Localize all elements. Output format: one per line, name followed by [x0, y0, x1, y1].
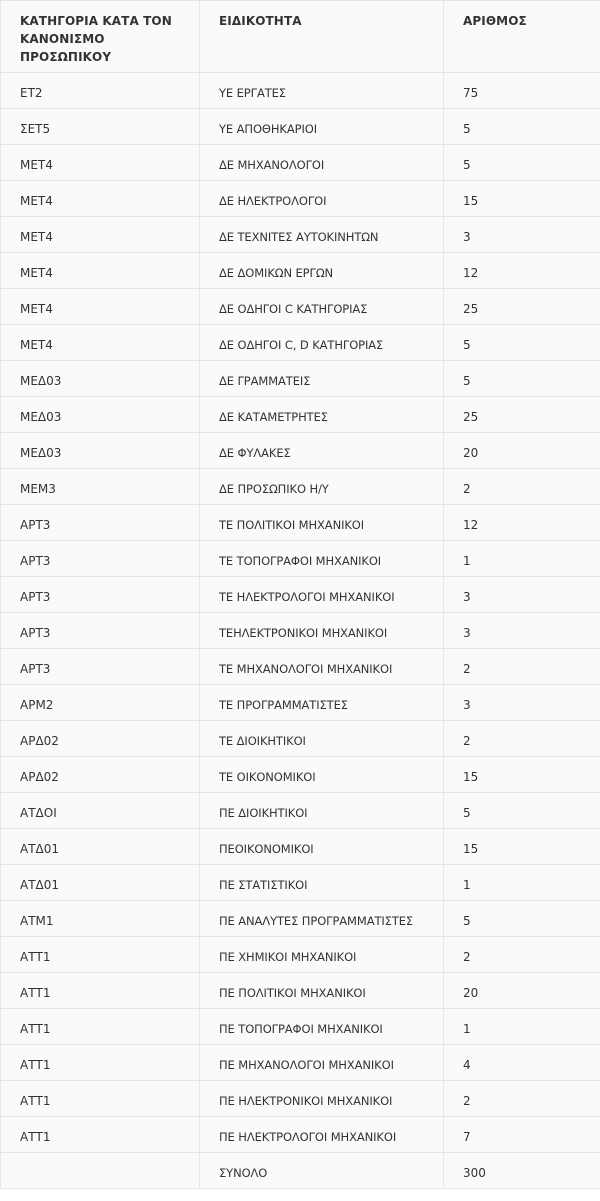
category-cell: ΑΤΤ1	[1, 1081, 200, 1117]
table-row	[1, 253, 600, 289]
category-cell: ΜΕΤ4	[1, 289, 200, 325]
specialty-cell: ΤΕ ΔΙΟΙΚΗΤΙΚΟΙ	[200, 721, 444, 757]
category-cell: ΑΡΤ3	[1, 577, 200, 613]
specialty-cell: ΤΕ ΠΡΟΓΡΑΜΜΑΤΙΣΤΕΣ	[200, 685, 444, 721]
table-row	[1, 469, 600, 505]
count-cell: 12	[444, 253, 600, 289]
table-row	[1, 577, 600, 613]
table-row	[1, 973, 600, 1009]
count-cell: 75	[444, 73, 600, 109]
count-cell: 15	[444, 829, 600, 865]
category-cell: ΜΕΔ03	[1, 433, 200, 469]
table-row	[1, 649, 600, 685]
table-row	[1, 217, 600, 253]
table-row	[1, 289, 600, 325]
count-cell: 2	[444, 1081, 600, 1117]
table-row	[1, 937, 600, 973]
specialty-cell: ΔΕ ΟΔΗΓΟΙ C ΚΑΤΗΓΟΡΙΑΣ	[200, 289, 444, 325]
specialty-cell: ΥΕ ΕΡΓΑΤΕΣ	[200, 73, 444, 109]
count-cell: 3	[444, 577, 600, 613]
category-cell	[1, 1153, 200, 1189]
count-cell: 5	[444, 109, 600, 145]
total-label-cell: ΣΥΝΟΛΟ	[200, 1153, 444, 1189]
specialty-cell: ΠΕ ΔΙΟΙΚΗΤΙΚΟΙ	[200, 793, 444, 829]
table-body	[1, 73, 600, 1189]
table-row	[1, 73, 600, 109]
table-row	[1, 109, 600, 145]
header-count: ΑΡΙΘΜΟΣ	[444, 1, 600, 73]
specialty-cell: ΠΕ ΧΗΜΙΚΟΙ ΜΗΧΑΝΙΚΟΙ	[200, 937, 444, 973]
count-cell: 5	[444, 361, 600, 397]
count-cell: 5	[444, 145, 600, 181]
table-row	[1, 541, 600, 577]
header-category: ΚΑΤΗΓΟΡΙΑ ΚΑΤΑ ΤΟΝ ΚΑΝΟΝΙΣΜΟ ΠΡΟΣΩΠΙΚΟΥ	[1, 1, 200, 73]
category-cell: ΑΤΤ1	[1, 937, 200, 973]
table-row	[1, 325, 600, 361]
category-cell: ΜΕΔ03	[1, 361, 200, 397]
specialty-cell: ΠΕ ΤΟΠΟΓΡΑΦΟΙ ΜΗΧΑΝΙΚΟΙ	[200, 1009, 444, 1045]
specialty-cell: ΔΕ ΜΗΧΑΝΟΛΟΓΟΙ	[200, 145, 444, 181]
count-cell: 5	[444, 793, 600, 829]
table-row	[1, 145, 600, 181]
specialty-cell: ΠΕ ΑΝΑΛΥΤΕΣ ΠΡΟΓΡΑΜΜΑΤΙΣΤΕΣ	[200, 901, 444, 937]
table-row	[1, 829, 600, 865]
count-cell: 15	[444, 757, 600, 793]
count-cell: 20	[444, 973, 600, 1009]
specialty-cell: ΤΕ ΟΙΚΟΝΟΜΙΚΟΙ	[200, 757, 444, 793]
table-row	[1, 757, 600, 793]
specialty-cell: ΠΕ ΣΤΑΤΙΣΤΙΚΟΙ	[200, 865, 444, 901]
category-cell: ΑΤΤ1	[1, 1045, 200, 1081]
table-row	[1, 433, 600, 469]
table-row	[1, 505, 600, 541]
count-cell: 15	[444, 181, 600, 217]
specialty-cell: ΔΕ ΚΑΤΑΜΕΤΡΗΤΕΣ	[200, 397, 444, 433]
count-cell: 3	[444, 613, 600, 649]
count-cell: 1	[444, 541, 600, 577]
category-cell: ΜΕΤ4	[1, 253, 200, 289]
count-cell: 7	[444, 1117, 600, 1153]
specialty-cell: ΥΕ ΑΠΟΘΗΚΑΡΙΟΙ	[200, 109, 444, 145]
table-header	[1, 1, 600, 73]
specialty-cell: ΔΕ ΠΡΟΣΩΠΙΚΟ Η/Υ	[200, 469, 444, 505]
table-row	[1, 721, 600, 757]
category-cell: ΑΡΔ02	[1, 757, 200, 793]
category-cell: ΕΤ2	[1, 73, 200, 109]
count-cell: 4	[444, 1045, 600, 1081]
table-row	[1, 1009, 600, 1045]
category-cell: ΑΡΤ3	[1, 505, 200, 541]
specialty-cell: ΔΕ ΗΛΕΚΤΡΟΛΟΓΟΙ	[200, 181, 444, 217]
specialty-cell: ΔΕ ΟΔΗΓΟΙ C, D ΚΑΤΗΓΟΡΙΑΣ	[200, 325, 444, 361]
category-cell: ΑΤΔΟΙ	[1, 793, 200, 829]
count-cell: 5	[444, 901, 600, 937]
count-cell: 2	[444, 937, 600, 973]
category-cell: ΜΕΤ4	[1, 325, 200, 361]
table-row	[1, 793, 600, 829]
specialty-cell: ΤΕ ΤΟΠΟΓΡΑΦΟΙ ΜΗΧΑΝΙΚΟΙ	[200, 541, 444, 577]
table-row	[1, 1045, 600, 1081]
category-cell: ΜΕΤ4	[1, 181, 200, 217]
specialty-cell: ΤΕ ΠΟΛΙΤΙΚΟΙ ΜΗΧΑΝΙΚΟΙ	[200, 505, 444, 541]
category-cell: ΑΤΤ1	[1, 973, 200, 1009]
category-cell: ΜΕΤ4	[1, 145, 200, 181]
count-cell: 25	[444, 289, 600, 325]
category-cell: ΣΕΤ5	[1, 109, 200, 145]
category-cell: ΑΤΤ1	[1, 1117, 200, 1153]
count-cell: 1	[444, 865, 600, 901]
category-cell: ΑΤΤ1	[1, 1009, 200, 1045]
specialty-cell: ΠΕΟΙΚΟΝΟΜΙΚΟΙ	[200, 829, 444, 865]
category-cell: ΑΤΜ1	[1, 901, 200, 937]
count-cell: 5	[444, 325, 600, 361]
table-row	[1, 901, 600, 937]
specialty-cell: ΔΕ ΤΕΧΝΙΤΕΣ ΑΥΤΟΚΙΝΗΤΩΝ	[200, 217, 444, 253]
table-row	[1, 1117, 600, 1153]
category-cell: ΜΕΤ4	[1, 217, 200, 253]
table-row	[1, 1081, 600, 1117]
count-cell: 20	[444, 433, 600, 469]
category-cell: ΑΤΔ01	[1, 865, 200, 901]
count-cell: 25	[444, 397, 600, 433]
specialty-cell: ΔΕ ΔΟΜΙΚΩΝ ΕΡΓΩΝ	[200, 253, 444, 289]
specialty-cell: ΤΕΗΛΕΚΤΡΟΝΙΚΟΙ ΜΗΧΑΝΙΚΟΙ	[200, 613, 444, 649]
table-row	[1, 685, 600, 721]
table-row	[1, 613, 600, 649]
total-count-cell: 300	[444, 1153, 600, 1189]
category-cell: ΑΡΜ2	[1, 685, 200, 721]
count-cell: 2	[444, 469, 600, 505]
specialty-cell: ΤΕ ΗΛΕΚΤΡΟΛΟΓΟΙ ΜΗΧΑΝΙΚΟΙ	[200, 577, 444, 613]
header-specialty: ΕΙΔΙΚΟΤΗΤΑ	[200, 1, 444, 73]
category-cell: ΑΤΔ01	[1, 829, 200, 865]
specialty-cell: ΔΕ ΓΡΑΜΜΑΤΕΙΣ	[200, 361, 444, 397]
category-cell: ΑΡΔ02	[1, 721, 200, 757]
specialty-cell: ΠΕ ΗΛΕΚΤΡΟΝΙΚΟΙ ΜΗΧΑΝΙΚΟΙ	[200, 1081, 444, 1117]
count-cell: 3	[444, 685, 600, 721]
category-cell: ΑΡΤ3	[1, 541, 200, 577]
count-cell: 12	[444, 505, 600, 541]
table-row	[1, 397, 600, 433]
table-row	[1, 361, 600, 397]
category-cell: ΜΕΔ03	[1, 397, 200, 433]
category-cell: ΑΡΤ3	[1, 649, 200, 685]
header-row	[1, 1, 600, 73]
specialty-cell: ΤΕ ΜΗΧΑΝΟΛΟΓΟΙ ΜΗΧΑΝΙΚΟΙ	[200, 649, 444, 685]
count-cell: 1	[444, 1009, 600, 1045]
count-cell: 2	[444, 721, 600, 757]
specialty-cell: ΠΕ ΜΗΧΑΝΟΛΟΓΟΙ ΜΗΧΑΝΙΚΟΙ	[200, 1045, 444, 1081]
category-cell: ΜΕΜ3	[1, 469, 200, 505]
specialty-cell: ΠΕ ΗΛΕΚΤΡΟΛΟΓΟΙ ΜΗΧΑΝΙΚΟΙ	[200, 1117, 444, 1153]
count-cell: 3	[444, 217, 600, 253]
total-row	[1, 1153, 600, 1189]
count-cell: 2	[444, 649, 600, 685]
specialty-cell: ΠΕ ΠΟΛΙΤΙΚΟΙ ΜΗΧΑΝΙΚΟΙ	[200, 973, 444, 1009]
table-row	[1, 181, 600, 217]
category-cell: ΑΡΤ3	[1, 613, 200, 649]
table-row	[1, 865, 600, 901]
specialty-cell: ΔΕ ΦΥΛΑΚΕΣ	[200, 433, 444, 469]
